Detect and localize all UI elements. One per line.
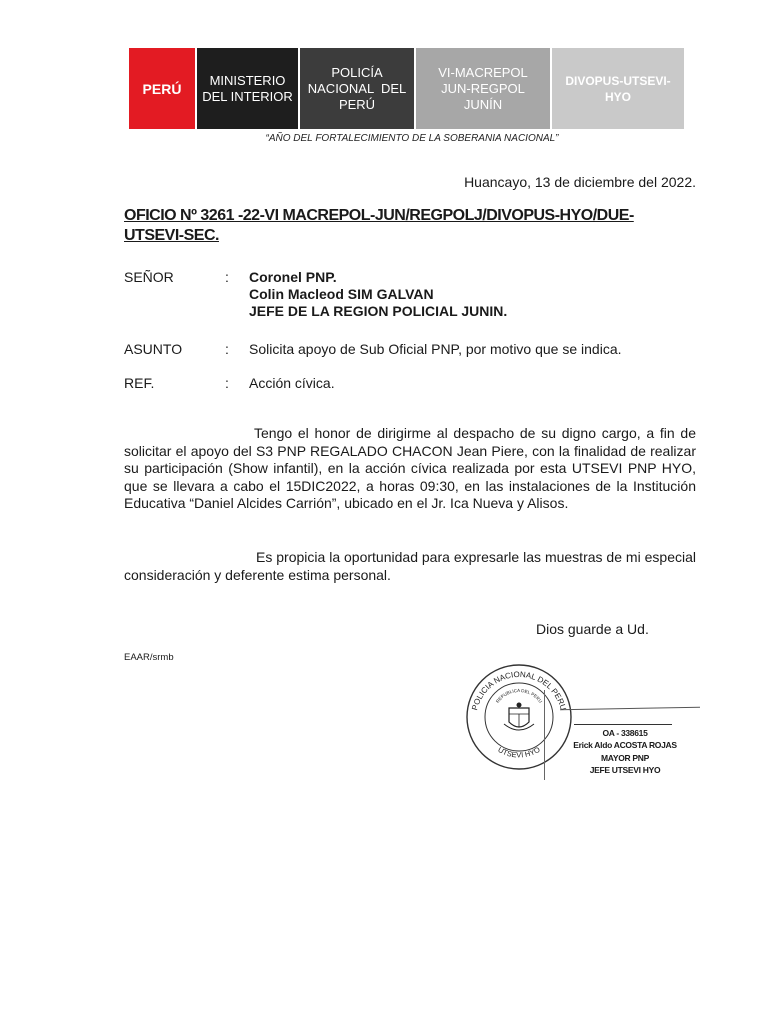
header-divopus-block bbox=[552, 48, 684, 129]
motto: “AÑO DEL FORTALECIMIENTO DE LA SOBERANIA NACIONAL” bbox=[265, 133, 559, 144]
police-seal bbox=[464, 662, 574, 772]
addressee-name: Colin Macleod SIM GALVAN bbox=[249, 286, 434, 302]
farewell: Dios guarde a Ud. bbox=[536, 621, 649, 637]
header-macrepol-line3: JUNÍN bbox=[463, 96, 503, 112]
signature-name: Erick Aldo ACOSTA ROJAS bbox=[573, 740, 677, 750]
signature-code: OA - 338615 bbox=[602, 728, 648, 738]
signature-position: JEFE UTSEVI HYO bbox=[589, 765, 661, 775]
header-divopus-line1: DIVOPUS-UTSEVI- bbox=[565, 73, 671, 88]
header-policia-line2: NACIONAL DEL bbox=[307, 80, 407, 96]
signature-line-top bbox=[560, 707, 700, 710]
signature-stroke bbox=[544, 690, 545, 780]
document-title: OFICIO Nº 3261 -22-VI MACREPOL-JUN/REGPOLJ/DIVOPUS-HYO/DUE-UTSEVI-SEC. bbox=[124, 207, 634, 244]
asunto-value: Solicita apoyo de Sub Oficial PNP, por motivo que se indica. bbox=[249, 341, 622, 357]
header-macrepol-line2: JUN-REGPOL bbox=[441, 80, 525, 96]
header-macrepol-block bbox=[416, 48, 550, 129]
initials: EAAR/srmb bbox=[124, 652, 174, 663]
signature-rank: MAYOR PNP bbox=[601, 753, 649, 763]
body-paragraph-1: Tengo el honor de dirigirme al despacho de su digno cargo, a fin de solicitar el apoyo del S3 PNP REGALADO CHACON Jean Piere, con la finalidad de realizar su participación (Show infantil), en la acción cívica realizada por esta UTSEVI PNP HYO, que se llevara a cabo el 15DIC2022, a horas 09:30, en las instalaciones de la Institución Educativa “Daniel Alcides Carrión”, ubicado en el Jr. Ica Nueva y Alisos. bbox=[124, 425, 696, 511]
body-paragraph-2: Es propicia la oportunidad para expresarle las muestras de mi especial consideración y deferente estima personal. bbox=[124, 549, 696, 583]
header-ministerio-line1: MINISTERIO bbox=[209, 72, 286, 88]
seal-outer-text: POLICIA NACIONAL DEL PERU bbox=[470, 669, 568, 712]
header-peru-text: PERÚ bbox=[142, 80, 182, 97]
asunto-colon: : bbox=[225, 341, 229, 357]
coat-of-arms-icon bbox=[504, 703, 534, 731]
header-policia-line3: PERÚ bbox=[338, 96, 376, 112]
header-policia-line1: POLICÍA bbox=[331, 64, 383, 80]
signature-line bbox=[574, 724, 672, 725]
document-date: Huancayo, 13 de diciembre del 2022. bbox=[464, 174, 696, 190]
header-ministerio-block bbox=[197, 48, 298, 129]
header-divopus-line2: HYO bbox=[604, 89, 631, 104]
asunto-label: ASUNTO bbox=[124, 341, 183, 357]
header-macrepol-line1: VI-MACREPOL bbox=[438, 64, 528, 80]
ref-value: Acción cívica. bbox=[249, 375, 335, 391]
seal-inner-text: REPUBLICA DEL PERU bbox=[494, 687, 544, 704]
addressee-rank: Coronel PNP. bbox=[249, 269, 337, 285]
header-peru-block bbox=[129, 48, 195, 129]
addressee-position: JEFE DE LA REGION POLICIAL JUNIN. bbox=[249, 303, 508, 319]
ref-colon: : bbox=[225, 375, 229, 391]
seal-bottom-text: UTSEVI HYO bbox=[496, 744, 542, 760]
header-ministerio-line2: DEL INTERIOR bbox=[202, 88, 293, 104]
header-policia-block bbox=[300, 48, 414, 129]
addressee-block bbox=[249, 269, 507, 320]
ref-label: REF. bbox=[124, 375, 155, 391]
senor-label: SEÑOR bbox=[124, 269, 174, 285]
senor-colon: : bbox=[225, 269, 229, 285]
